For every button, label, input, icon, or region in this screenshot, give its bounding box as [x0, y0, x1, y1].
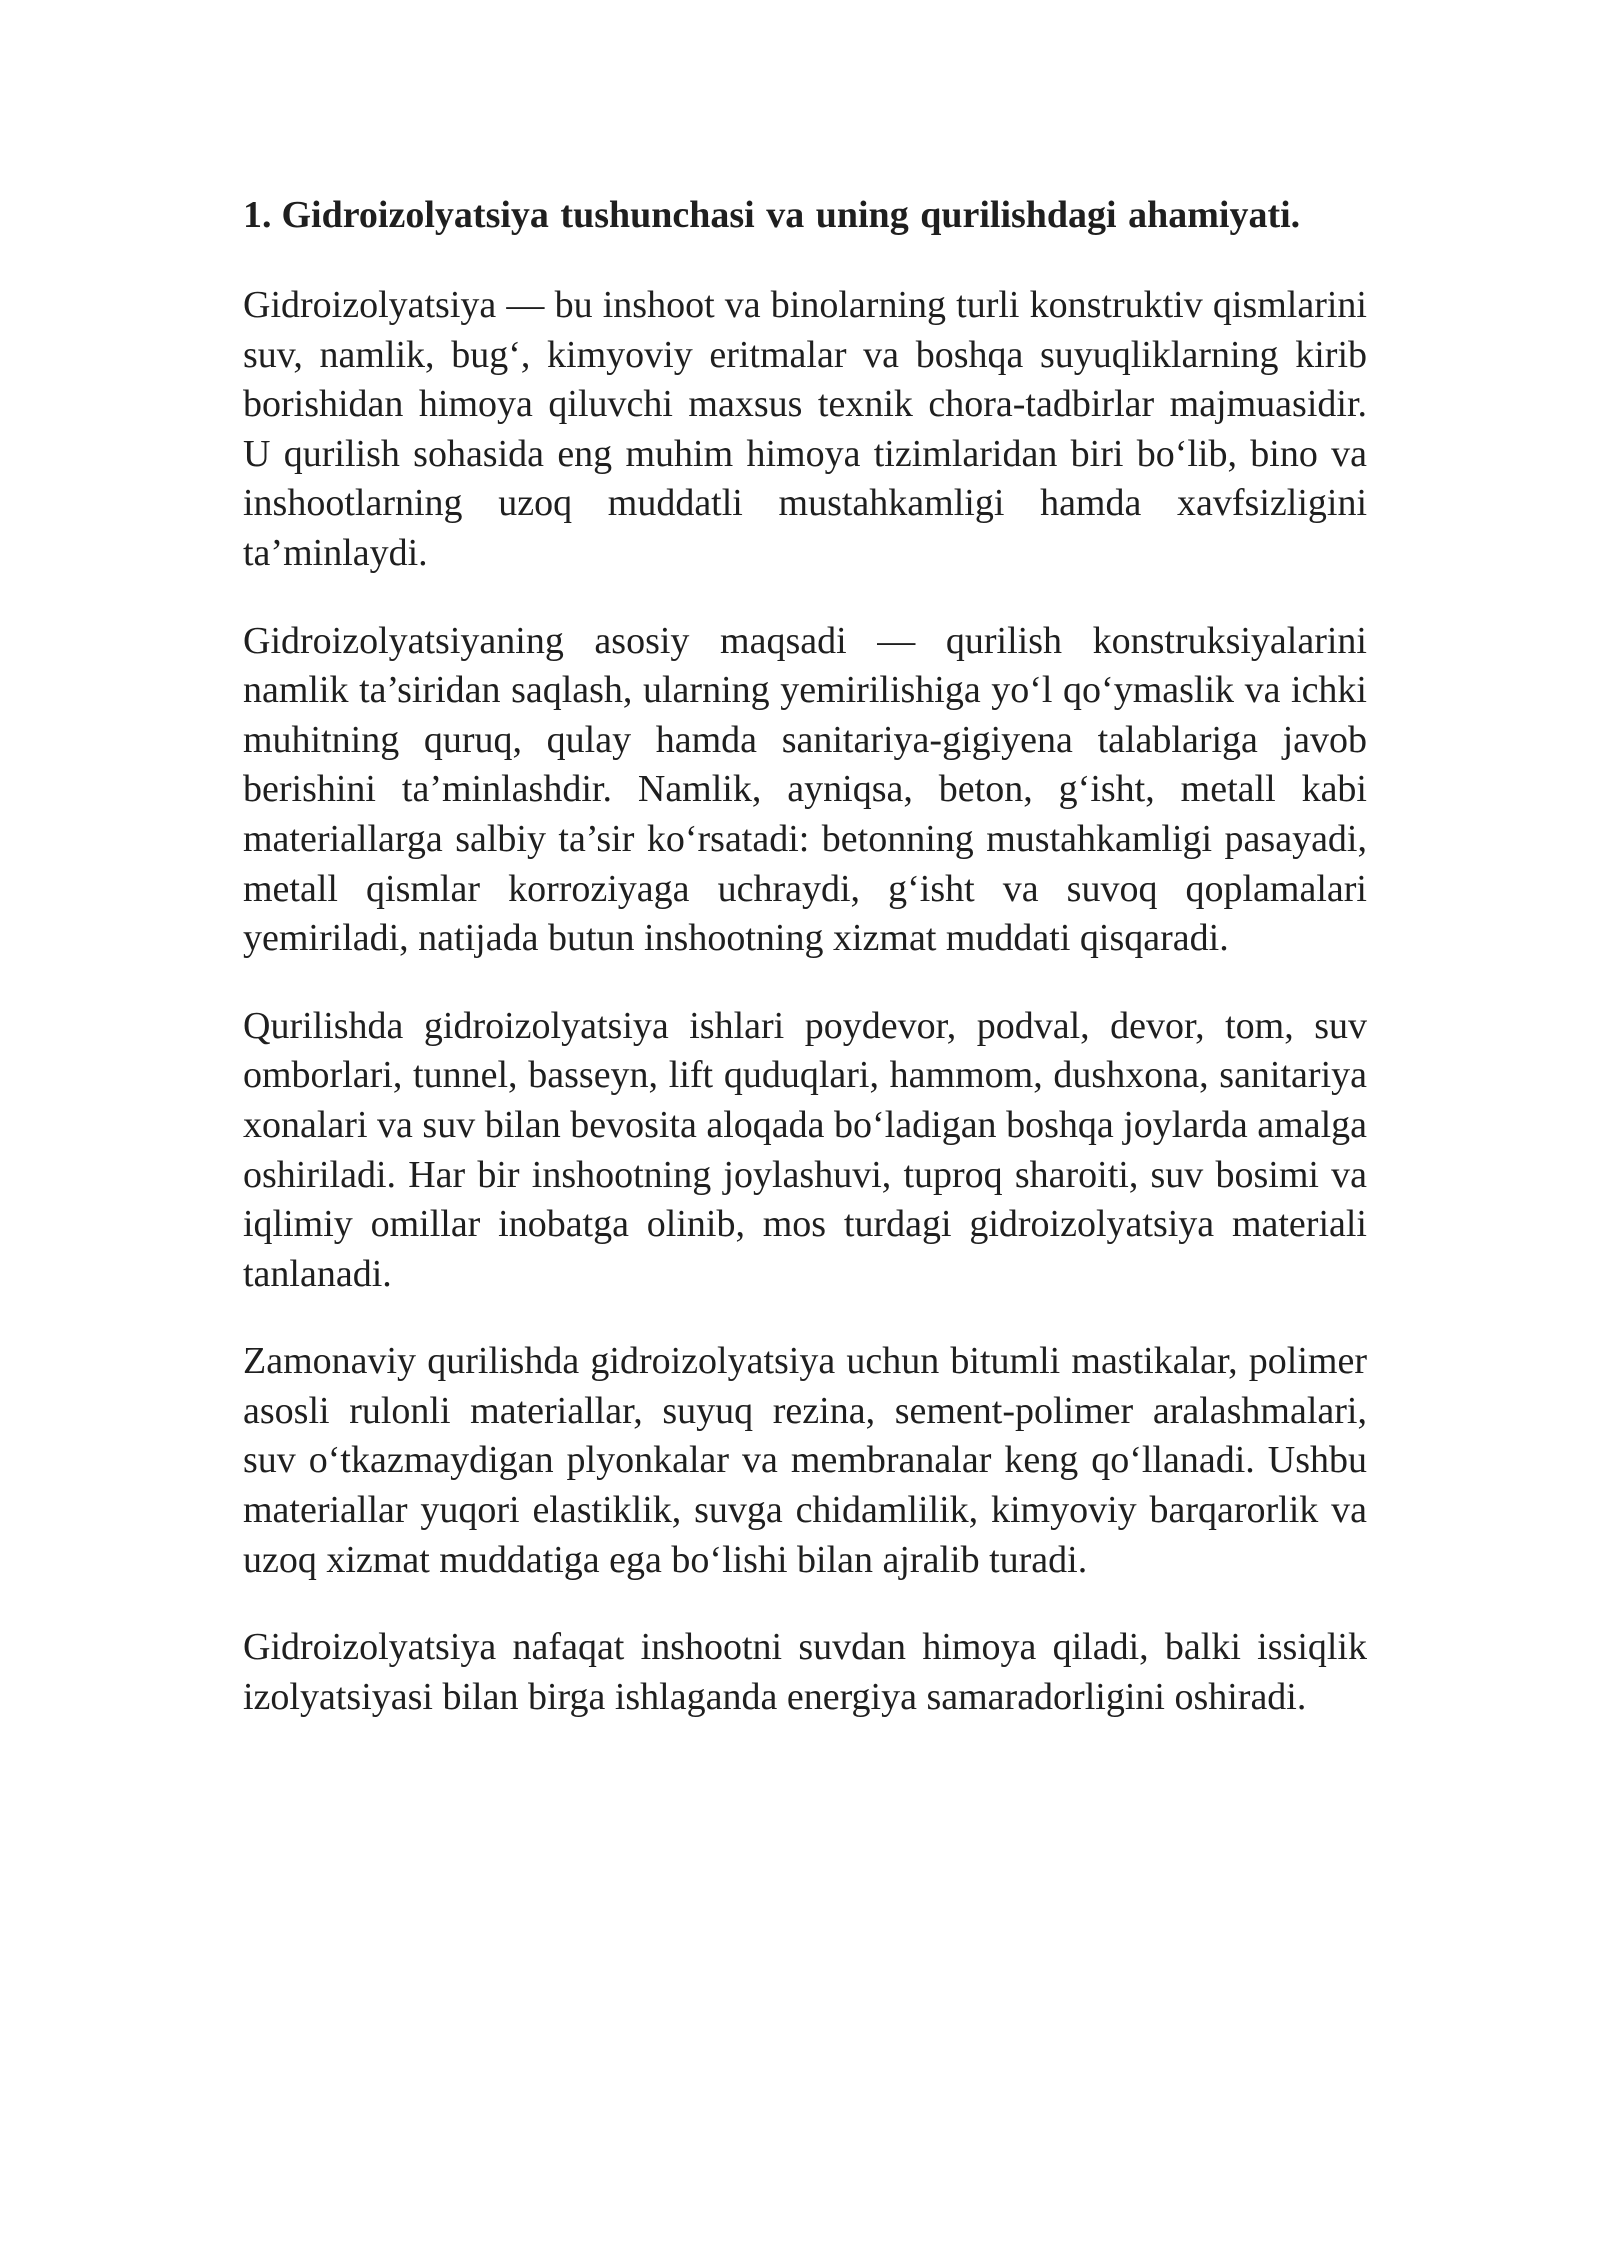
document-page: [243, 190, 1367, 1760]
paragraph-definition: Gidroizolyatsiya — bu inshoot va binolarning turli konstruktiv qismlarini suv, namlik, bug‘, kimyoviy eritmalar va boshqa suyuqliklarning kirib borishidan himoya qiluvchi maxsus texnik chora-tadbirlar majmuasidir. U qurilish sohasida eng muhim himoya tizimlaridan biri bo‘lib, bino va inshootlarning uzoq muddatli mustahkamligi hamda xavfsizligini ta’minlaydi.: [243, 284, 1367, 574]
paragraph-purpose: Gidroizolyatsiyaning asosiy maqsadi — qurilish konstruksiyalarini namlik ta’siridan saqlash, ularning yemirilishiga yo‘l qo‘ymaslik va ichki muhitning quruq, qulay hamda sanitariya-gigiyena talablariga javob berishini ta’minlashdir. Namlik, ayniqsa, beton, g‘isht, metall kabi materiallarga salbiy ta’sir ko‘rsatadi: betonning mustahkamligi pasayadi, metall qismlar korroziyaga uchraydi, g‘isht va suvoq qoplamalari yemiriladi, natijada butun inshootning xizmat muddati qisqaradi.: [243, 619, 1367, 960]
paragraph-materials: Zamonaviy qurilishda gidroizolyatsiya uchun bitumli mastikalar, polimer asosli rulonli materiallar, suyuq rezina, sement-polimer aralashmalari, suv o‘tkazmaydigan plyonkalar va membranalar keng qo‘llanadi. Ushbu materiallar yuqori elastiklik, suvga chidamlilik, kimyoviy barqarorlik va uzoq xizmat muddatiga ega bo‘lishi bilan ajralib turadi.: [243, 1340, 1367, 1581]
section-title: Gidroizolyatsiya tushunchasi va uning qurilishdagi ahamiyati.: [281, 194, 1301, 236]
paragraph-application-areas: Qurilishda gidroizolyatsiya ishlari poydevor, podval, devor, tom, suv omborlari, tunnel, basseyn, lift quduqlari, hammom, dushxona, sanitariya xonalari va suv bilan bevosita aloqada bo‘ladigan boshqa joylarda amalga oshiriladi. Har bir inshootning joylashuvi, tuproq sharoiti, suv bosimi va iqlimiy omillar inobatga olinib, mos turdagi gidroizolyatsiya materiali tanlanadi.: [243, 1004, 1367, 1295]
section-heading: [243, 190, 1367, 240]
paragraph-energy-efficiency: Gidroizolyatsiya nafaqat inshootni suvdan himoya qiladi, balki issiqlik izolyatsiyasi bilan birga ishlaganda energiya samaradorligini oshiradi.: [243, 1626, 1367, 1718]
section-number: 1.: [243, 194, 272, 236]
